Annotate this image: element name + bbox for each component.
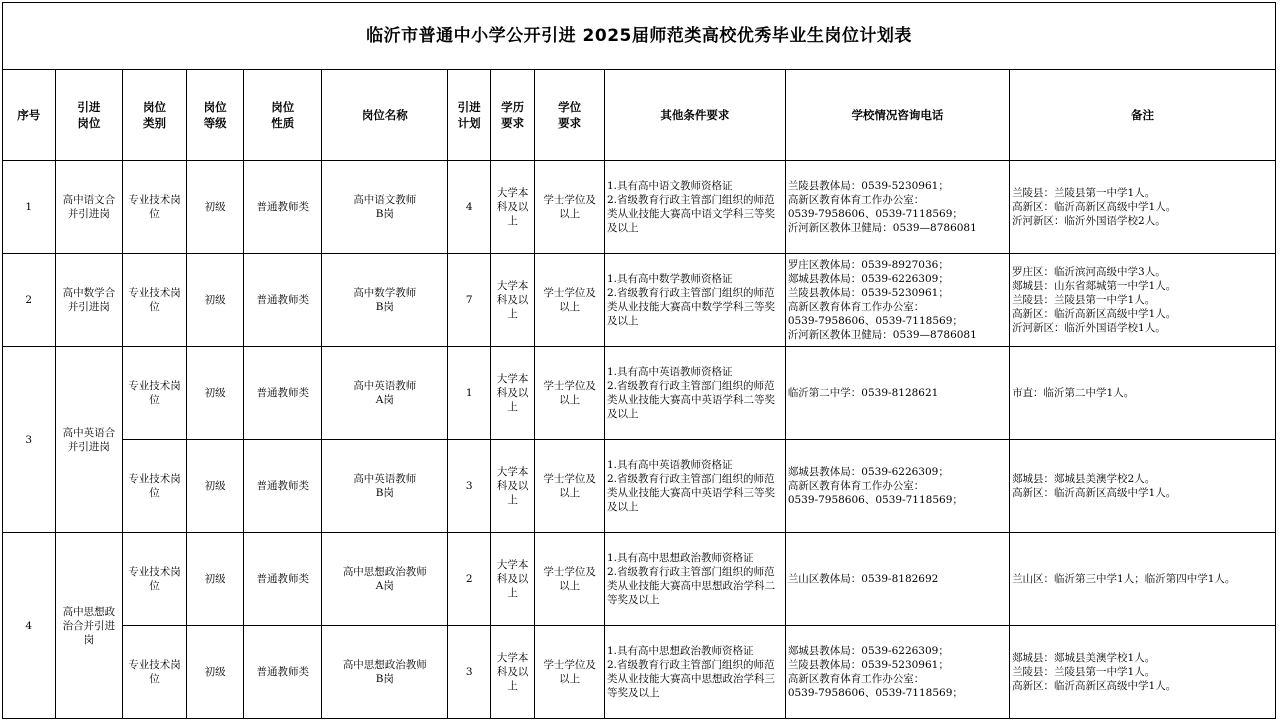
table-row xyxy=(3,626,1276,719)
cell-category: 专业技术岗位 xyxy=(123,626,187,719)
cell-category: 专业技术岗位 xyxy=(123,533,187,626)
cell-remarks: 郯城县：郯城县美澳学校2人。 高新区：临沂高新区高级中学1人。 xyxy=(1010,440,1276,533)
cell-phone: 郯城县教体局：0539-6226309； 高新区教育体育工作办公室： 0539-7958606、0539-7118569； xyxy=(785,440,1009,533)
header-row xyxy=(3,70,1276,161)
cell-education: 大学本科及以上 xyxy=(490,347,534,440)
cell-plan: 4 xyxy=(448,161,490,254)
cell-name: 高中英语教师 B岗 xyxy=(322,440,448,533)
cell-remarks: 罗庄区：临沂滨河高级中学3人。 郯城县：山东省郯城第一中学1人。 兰陵县：兰陵县第一中学1人。 高新区：临沂高新区高级中学1人。 沂河新区：临沂外国语学校1人。 xyxy=(1010,254,1276,347)
cell-conditions: 1.具有高中英语教师资格证 2.省级教育行政主管部门组织的师范类从业技能大赛高中英语学科二等奖及以上 xyxy=(605,347,786,440)
cell-nature: 普通教师类 xyxy=(244,254,322,347)
table-row xyxy=(3,161,1276,254)
cell-seq: 4 xyxy=(3,533,56,719)
cell-remarks: 兰陵县：兰陵县第一中学1人。 高新区：临沂高新区高级中学1人。 沂河新区：临沂外国语学校2人。 xyxy=(1010,161,1276,254)
cell-degree: 学士学位及以上 xyxy=(535,440,605,533)
cell-conditions: 1.具有高中思想政治教师资格证 2.省级教育行政主管部门组织的师范类从业技能大赛高中思想政治学科二等奖及以上 xyxy=(605,533,786,626)
cell-education: 大学本科及以上 xyxy=(490,626,534,719)
cell-phone: 罗庄区教体局：0539-8927036； 郯城县教体局：0539-6226309； 兰陵县教体局：0539-5230961； 高新区教育体育工作办公室： 0539-7958606、0539-7118569； 沂河新区教体卫健局：0539—8786081 xyxy=(785,254,1009,347)
header-level: 岗位 等级 xyxy=(186,70,244,161)
cell-degree: 学士学位及以上 xyxy=(535,161,605,254)
cell-seq: 1 xyxy=(3,161,56,254)
cell-post: 高中数学合并引进岗 xyxy=(55,254,123,347)
cell-nature: 普通教师类 xyxy=(244,161,322,254)
cell-conditions: 1.具有高中英语教师资格证 2.省级教育行政主管部门组织的师范类从业技能大赛高中英语学科三等奖及以上 xyxy=(605,440,786,533)
header-conditions: 其他条件要求 xyxy=(605,70,786,161)
header-remarks: 备注 xyxy=(1010,70,1276,161)
cell-degree: 学士学位及以上 xyxy=(535,347,605,440)
cell-name: 高中英语教师 A岗 xyxy=(322,347,448,440)
cell-level: 初级 xyxy=(186,626,244,719)
cell-level: 初级 xyxy=(186,440,244,533)
page-title: 临沂市普通中小学公开引进 2025届师范类高校优秀毕业生岗位计划表 xyxy=(3,3,1276,70)
cell-category: 专业技术岗位 xyxy=(123,440,187,533)
cell-post: 高中英语合并引进岗 xyxy=(55,347,123,533)
cell-plan: 7 xyxy=(448,254,490,347)
cell-phone: 郯城县教体局：0539-6226309； 兰陵县教体局：0539-5230961； 高新区教育体育工作办公室： 0539-7958606、0539-7118569； xyxy=(785,626,1009,719)
cell-phone: 兰山区教体局：0539-8182692 xyxy=(785,533,1009,626)
cell-remarks: 兰山区：临沂第三中学1人；临沂第四中学1人。 xyxy=(1010,533,1276,626)
cell-name: 高中数学教师 B岗 xyxy=(322,254,448,347)
cell-name: 高中语文教师 B岗 xyxy=(322,161,448,254)
cell-remarks: 郯城县：郯城县美澳学校1人。 兰陵县：兰陵县第一中学1人。 高新区：临沂高新区高级中学1人。 xyxy=(1010,626,1276,719)
cell-plan: 3 xyxy=(448,440,490,533)
table-row xyxy=(3,440,1276,533)
cell-plan: 3 xyxy=(448,626,490,719)
header-education: 学历 要求 xyxy=(490,70,534,161)
header-degree: 学位 要求 xyxy=(535,70,605,161)
header-post: 引进 岗位 xyxy=(55,70,123,161)
table-row xyxy=(3,254,1276,347)
cell-education: 大学本科及以上 xyxy=(490,440,534,533)
cell-nature: 普通教师类 xyxy=(244,533,322,626)
cell-level: 初级 xyxy=(186,347,244,440)
cell-post: 高中思想政治合并引进岗 xyxy=(55,533,123,719)
cell-degree: 学士学位及以上 xyxy=(535,254,605,347)
header-nature: 岗位 性质 xyxy=(244,70,322,161)
cell-phone: 兰陵县教体局：0539-5230961； 高新区教育体育工作办公室： 0539-7958606、0539-7118569； 沂河新区教体卫健局：0539—8786081 xyxy=(785,161,1009,254)
cell-category: 专业技术岗位 xyxy=(123,347,187,440)
cell-category: 专业技术岗位 xyxy=(123,161,187,254)
cell-conditions: 1.具有高中思想政治教师资格证 2.省级教育行政主管部门组织的师范类从业技能大赛高中思想政治学科三等奖及以上 xyxy=(605,626,786,719)
cell-phone: 临沂第二中学：0539-8128621 xyxy=(785,347,1009,440)
cell-education: 大学本科及以上 xyxy=(490,533,534,626)
header-seq: 序号 xyxy=(3,70,56,161)
cell-name: 高中思想政治教师 A岗 xyxy=(322,533,448,626)
cell-seq: 3 xyxy=(3,347,56,533)
cell-remarks: 市直：临沂第二中学1人。 xyxy=(1010,347,1276,440)
cell-level: 初级 xyxy=(186,533,244,626)
cell-nature: 普通教师类 xyxy=(244,347,322,440)
cell-post: 高中语文合并引进岗 xyxy=(55,161,123,254)
header-category: 岗位 类别 xyxy=(123,70,187,161)
table-row xyxy=(3,533,1276,626)
cell-degree: 学士学位及以上 xyxy=(535,533,605,626)
cell-education: 大学本科及以上 xyxy=(490,254,534,347)
cell-nature: 普通教师类 xyxy=(244,440,322,533)
cell-level: 初级 xyxy=(186,254,244,347)
header-plan: 引进 计划 xyxy=(448,70,490,161)
recruitment-plan-table xyxy=(2,2,1276,719)
cell-level: 初级 xyxy=(186,161,244,254)
cell-conditions: 1.具有高中数学教师资格证 2.省级教育行政主管部门组织的师范类从业技能大赛高中数学学科三等奖及以上 xyxy=(605,254,786,347)
table-row xyxy=(3,347,1276,440)
cell-conditions: 1.具有高中语文教师资格证 2.省级教育行政主管部门组织的师范类从业技能大赛高中语文学科三等奖及以上 xyxy=(605,161,786,254)
cell-name: 高中思想政治教师 B岗 xyxy=(322,626,448,719)
header-name: 岗位名称 xyxy=(322,70,448,161)
cell-nature: 普通教师类 xyxy=(244,626,322,719)
header-phone: 学校情况咨询电话 xyxy=(785,70,1009,161)
cell-category: 专业技术岗位 xyxy=(123,254,187,347)
cell-plan: 2 xyxy=(448,533,490,626)
cell-plan: 1 xyxy=(448,347,490,440)
cell-seq: 2 xyxy=(3,254,56,347)
cell-degree: 学士学位及以上 xyxy=(535,626,605,719)
cell-education: 大学本科及以上 xyxy=(490,161,534,254)
